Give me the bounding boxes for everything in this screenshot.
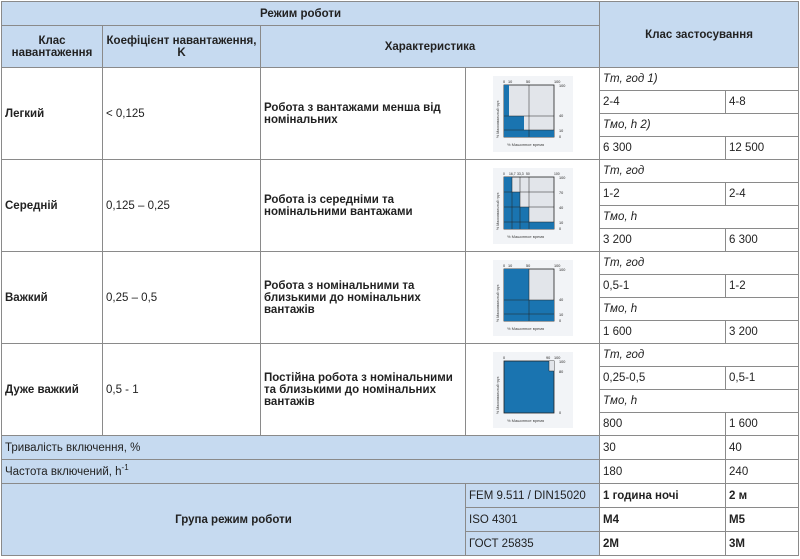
tmo-label-very-heavy: Tмо, h	[600, 390, 799, 413]
x-tick: 90	[545, 355, 550, 360]
load-spectrum-chart-heavy	[466, 252, 600, 344]
load-spectrum-chart-medium	[466, 160, 600, 252]
group-mode-label: Група режим роботи	[2, 484, 466, 556]
y-tick: 0	[558, 134, 561, 139]
tt-value-heavy-1: 0,5-1	[600, 275, 726, 298]
tt-value-light-2: 4-8	[726, 91, 799, 114]
tmo-value-very-heavy-1: 800	[600, 413, 726, 436]
tmo-value-light-2: 12 500	[726, 137, 799, 160]
x-tick: 50	[525, 171, 530, 176]
y-tick: 0	[558, 226, 561, 231]
chart-very-heavy-svg	[493, 352, 573, 428]
tt-label-heavy: Tт, год	[600, 252, 799, 275]
x-tick: 100	[553, 79, 560, 84]
y-axis-label: % Максимальный груз	[495, 284, 500, 322]
y-tick: 100	[558, 175, 565, 180]
tt-value-medium-1: 1-2	[600, 183, 726, 206]
tt-label-medium: Tт, год	[600, 160, 799, 183]
chart-light-svg	[493, 76, 573, 152]
standard-fem: FEM 9.511 / DIN15020	[466, 484, 600, 508]
x-tick: 100	[553, 263, 560, 268]
x-axis-label: % Машинное время	[506, 233, 544, 239]
x-tick: 50	[525, 79, 530, 84]
y-tick: 10	[558, 128, 563, 133]
mode-header: Режим роботи	[2, 2, 600, 26]
x-tick: 0	[502, 171, 505, 176]
tmo-label-heavy: Tмо, h	[600, 298, 799, 321]
x-tick: 50	[525, 263, 530, 268]
x-tick: 10	[507, 79, 512, 84]
load-class-very-heavy: Дуже важкий	[2, 344, 103, 436]
class-scope-header: Клас застосування	[600, 2, 799, 68]
switching-frequency-value-1: 180	[600, 460, 726, 484]
tt-label-light: Tт, год 1)	[600, 68, 799, 91]
tt-value-light-1: 2-4	[600, 91, 726, 114]
y-tick: 80	[558, 369, 563, 374]
characteristic-very-heavy: Постійна робота з номінальними та близькими до номінальних вантажів	[261, 344, 466, 436]
tmo-value-heavy-1: 1 600	[600, 321, 726, 344]
group-fem-value-2: 2 м	[726, 484, 799, 508]
switching-frequency-label: Частота включений, $h^{-1}$	[2, 460, 600, 484]
load-spectrum-chart-light	[466, 68, 600, 160]
y-tick: 40	[558, 205, 563, 210]
y-tick: 0	[558, 318, 561, 323]
x-tick: 100	[553, 171, 560, 176]
standard-iso: ISO 4301	[466, 508, 600, 532]
group-gost-value-2: 3M	[726, 532, 799, 556]
coefficient-light: < 0,125	[103, 68, 261, 160]
x-axis-label: % Машинное время	[506, 417, 544, 423]
x-tick: 16,7	[508, 171, 516, 176]
duty-cycle-value-1: 30	[600, 436, 726, 460]
y-tick: 70	[558, 190, 563, 195]
group-iso-value-1: M4	[600, 508, 726, 532]
load-class-heavy: Важкий	[2, 252, 103, 344]
switching-frequency-value-2: 240	[726, 460, 799, 484]
characteristic-heavy: Робота з номінальними та близькими до номінальних вантажів	[261, 252, 466, 344]
tmo-label-medium: Tмо, h	[600, 206, 799, 229]
characteristic-medium: Робота із середніми та номінальними вантажами	[261, 160, 466, 252]
tmo-value-medium-1: 3 200	[600, 229, 726, 252]
tmo-value-heavy-2: 3 200	[726, 321, 799, 344]
duty-cycle-label: Тривалість включення, %	[2, 436, 600, 460]
tt-label-very-heavy: Tт, год	[600, 344, 799, 367]
y-tick: 0	[558, 410, 561, 415]
y-axis-label: % Максимальный груз	[495, 376, 500, 414]
load-spectrum-chart-very-heavy	[466, 344, 600, 436]
load-class-header: Клас навантаження	[2, 26, 103, 68]
x-tick: 100	[553, 355, 560, 360]
tt-value-heavy-2: 1-2	[726, 275, 799, 298]
duty-cycle-value-2: 40	[726, 436, 799, 460]
tmo-value-medium-2: 6 300	[726, 229, 799, 252]
y-tick: 40	[558, 113, 563, 118]
y-tick: 100	[558, 267, 565, 272]
group-fem-value-1: 1 година ночі	[600, 484, 726, 508]
y-tick: 40	[558, 297, 563, 302]
y-axis-label: % Максимальный груз	[495, 100, 500, 138]
y-tick: 10	[558, 312, 563, 317]
characteristic-header: Характеристика	[261, 26, 600, 68]
tmo-label-light: Tмо, h 2)	[600, 114, 799, 137]
tt-value-very-heavy-1: 0,25-0,5	[600, 367, 726, 390]
characteristic-light: Робота з вантажами менша від номінальних	[261, 68, 466, 160]
load-class-medium: Середній	[2, 160, 103, 252]
group-gost-value-1: 2M	[600, 532, 726, 556]
tt-value-very-heavy-2: 0,5-1	[726, 367, 799, 390]
coefficient-very-heavy: 0,5 - 1	[103, 344, 261, 436]
chart-heavy-svg	[493, 260, 573, 336]
x-tick: 33,3	[516, 171, 524, 176]
frequency-exponent: -1	[121, 462, 129, 472]
coefficient-medium: 0,125 – 0,25	[103, 160, 261, 252]
y-axis-label: % Максимальный груз	[495, 192, 500, 230]
y-tick: 100	[558, 83, 565, 88]
x-tick: 0	[502, 79, 505, 84]
tt-value-medium-2: 2-4	[726, 183, 799, 206]
x-axis-label: % Машинное время	[506, 325, 544, 331]
crane-duty-table	[1, 1, 799, 556]
coefficient-header: Коефіцієнт навантаження, K	[103, 26, 261, 68]
x-tick: 0	[502, 263, 505, 268]
chart-medium-svg	[493, 168, 573, 244]
group-iso-value-2: M5	[726, 508, 799, 532]
y-tick: 100	[558, 359, 565, 364]
y-tick: 10	[558, 220, 563, 225]
x-tick: 0	[502, 355, 505, 360]
x-axis-label: % Машинное время	[506, 141, 544, 147]
standard-gost: ГОСТ 25835	[466, 532, 600, 556]
load-class-light: Легкий	[2, 68, 103, 160]
tmo-value-very-heavy-2: 1 600	[726, 413, 799, 436]
x-tick: 10	[507, 263, 512, 268]
tmo-value-light-1: 6 300	[600, 137, 726, 160]
coefficient-heavy: 0,25 – 0,5	[103, 252, 261, 344]
